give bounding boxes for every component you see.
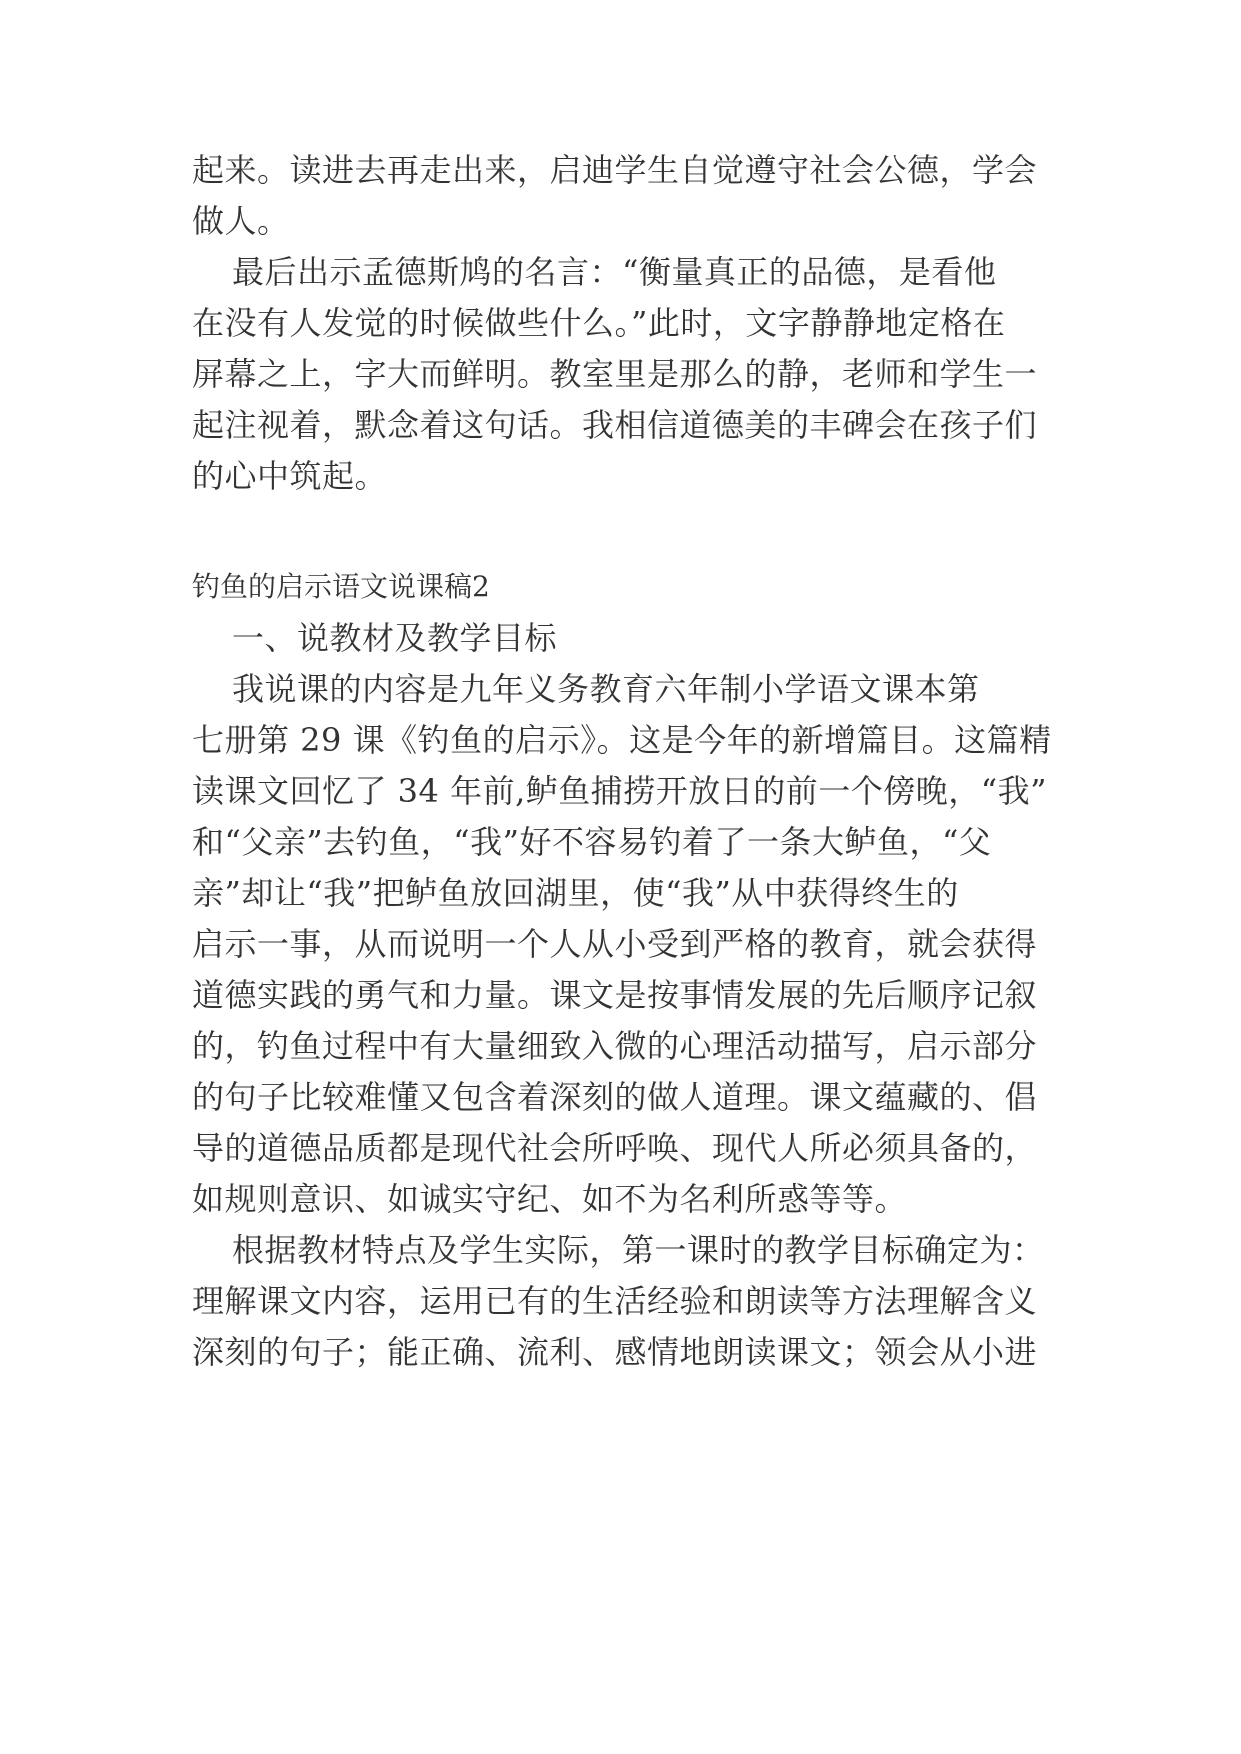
subheading: 一、说教材及教学目标 xyxy=(232,619,558,657)
text-line: 做人。 xyxy=(192,202,290,240)
text-line: 最后出示孟德斯鸠的名言：“衡量真正的品德，是看他 xyxy=(232,253,997,291)
text-line: 根据教材特点及学生实际，第一课时的教学目标确定为： xyxy=(232,1231,1045,1269)
text-line: 的心中筑起。 xyxy=(192,457,388,495)
text-line: 起来。读进去再走出来，启迪学生自觉遵守社会公德，学会 xyxy=(192,151,1038,189)
text-line: 深刻的句子；能正确、流利、感情地朗读课文；领会从小进 xyxy=(192,1333,1038,1371)
text-line: 如规则意识、如诚实守纪、如不为名利所惑等等。 xyxy=(192,1180,908,1218)
text-line: 的，钓鱼过程中有大量细致入微的心理活动描写，启示部分 xyxy=(192,1027,1038,1065)
text-line: 屏幕之上，字大而鲜明。教室里是那么的静，老师和学生一 xyxy=(192,355,1038,393)
text-line: 的句子比较难懂又包含着深刻的做人道理。课文蕴藏的、倡 xyxy=(192,1078,1038,1116)
text-line: 和“父亲”去钓鱼，“我”好不容易钓着了一条大鲈鱼，“父 xyxy=(192,823,992,861)
text-line: 道德实践的勇气和力量。课文是按事情发展的先后顺序记叙 xyxy=(192,976,1038,1014)
text-line: 读课文回忆了 34 年前,鲈鱼捕捞开放日的前一个傍晚，“我” xyxy=(192,772,1047,810)
text-line: 我说课的内容是九年义务教育六年制小学语文课本第 xyxy=(232,670,980,708)
text-line: 在没有人发觉的时候做些什么。”此时，文字静静地定格在 xyxy=(192,304,1006,342)
text-line: 起注视着，默念着这句话。我相信道德美的丰碑会在孩子们 xyxy=(192,406,1038,444)
text-line: 七册第 29 课《钓鱼的启示》。这是今年的新增篇目。这篇精 xyxy=(192,721,1052,759)
text-line: 理解课文内容，运用已有的生活经验和朗读等方法理解含义 xyxy=(192,1282,1038,1320)
text-line: 启示一事，从而说明一个人从小受到严格的教育，就会获得 xyxy=(192,925,1038,963)
text-line: 导的道德品质都是现代社会所呼唤、现代人所必须具备的， xyxy=(192,1129,1038,1167)
text-line: 亲”却让“我”把鲈鱼放回湖里，使“我”从中获得终生的 xyxy=(192,874,959,912)
section-title: 钓鱼的启示语文说课稿2 xyxy=(192,570,490,603)
